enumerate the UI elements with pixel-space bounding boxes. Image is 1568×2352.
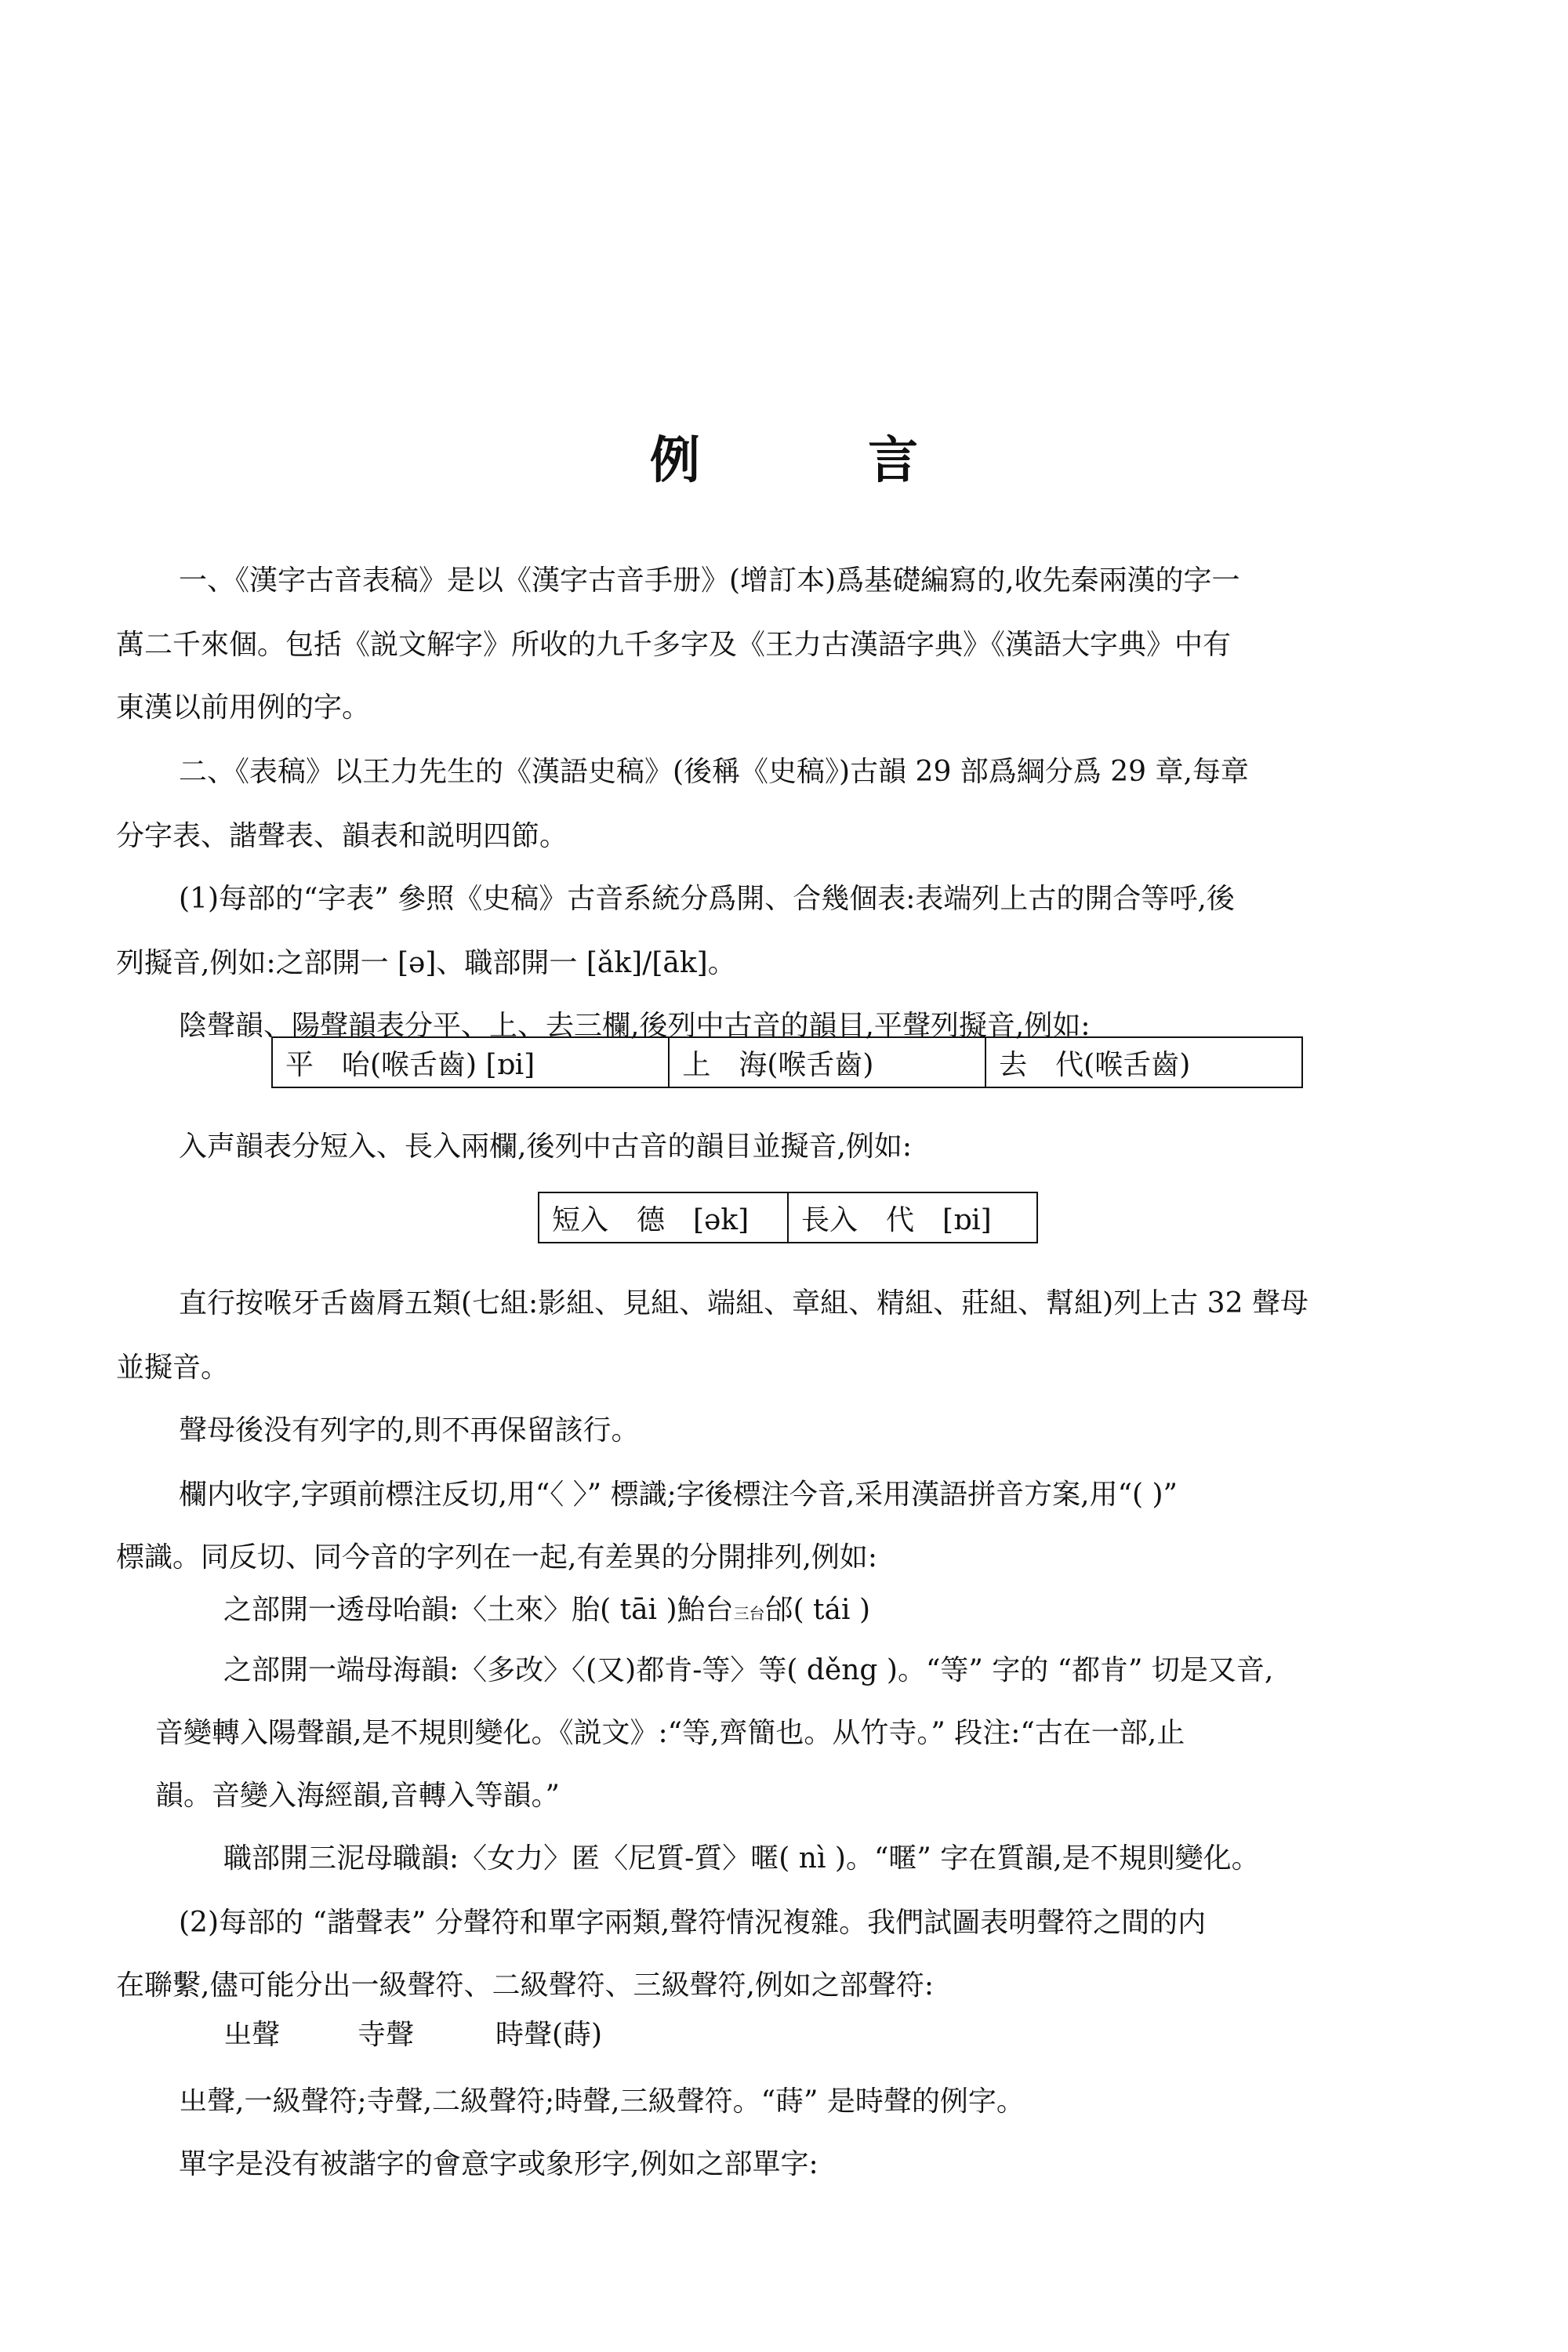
table-cell-qu: 去 代(喉舌齒) [985, 1037, 1302, 1087]
table-cell-ping: 平 咍(喉舌齒) [ɒi] [272, 1037, 669, 1087]
paragraph-line: 直行按喉牙舌齒脣五類(七組:影組、見組、端組、章組、精組、莊組、幫組)列上古 32 聲母 [179, 1287, 1308, 1319]
example-line: 音變轉入陽聲韻,是不規則變化。《説文》:“等,齊簡也。从竹寺。” 段注:“古在一部,止 [155, 1717, 1185, 1749]
paragraph-line: 二、《表稿》以王力先生的《漢語史稿》(後稱《史稿》)古韻 29 部爲綱分爲 29 章,每章 [179, 756, 1249, 788]
paragraph-line: 欄内收字,字頭前標注反切,用“〈 〉” 標識;字後標注今音,采用漢語拼音方案,用“( )” [179, 1479, 1178, 1511]
sound-component-example-2: 寺聲 [358, 2019, 415, 2051]
tone-example-table [271, 1036, 1303, 1088]
paragraph-line: 單字是没有被諧字的會意字或象形字,例如之部單字: [179, 2148, 818, 2180]
example-text: 之部開一透母咍韻:〈土來〉胎( tāi )鮐台 [223, 1594, 734, 1626]
paragraph-line: 列擬音,例如:之部開一 [ə]、職部開一 [ǎk]/[āk]。 [116, 947, 736, 979]
table-cell-short-entering: 短入 德 [ək] [539, 1192, 788, 1243]
entering-tone-example-table [538, 1192, 1038, 1243]
paragraph-line: 並擬音。 [116, 1352, 230, 1384]
paragraph-line: (1)每部的“字表” 參照《史稿》古音系統分爲開、合幾個表:表端列上古的開合等呼,後 [179, 883, 1235, 915]
paragraph-line: (2)每部的 “諧聲表” 分聲符和單字兩類,聲符情況複雜。我們試圖表明聲符之間的内 [179, 1907, 1207, 1939]
example-line: 職部開三泥母職韻:〈女力〉匿〈尼質-質〉暱( nì )。“暱” 字在質韻,是不規則變化。 [223, 1842, 1260, 1875]
example-subscript: 三台 [733, 1604, 765, 1623]
paragraph-line: 萬二千來個。包括《説文解字》所收的九千多字及《王力古漢語字典》《漢語大字典》中有 [116, 629, 1232, 661]
example-line: 之部開一端母海韻:〈多改〉〈(又)都肯-等〉等( děng )。“等” 字的 “都肯” 切是又音, [223, 1654, 1274, 1686]
sound-component-example-1: 㞢聲 [223, 2019, 281, 2051]
table-cell-long-entering: 長入 代 [ɒi] [788, 1192, 1037, 1243]
example-text: 邰( tái ) [764, 1594, 870, 1626]
paragraph-line: 在聯繫,儘可能分出一級聲符、二級聲符、三級聲符,例如之部聲符: [116, 1969, 935, 2002]
paragraph-line: 㞢聲,一級聲符;寺聲,二級聲符;時聲,三級聲符。“蒔” 是時聲的例字。 [179, 2085, 1025, 2118]
paragraph-line: 陰聲韻、陽聲韻表分平、上、去三欄,後列中古音的韻目,平聲列擬音,例如: [179, 1010, 1091, 1042]
paragraph-line: 東漢以前用例的字。 [116, 691, 371, 724]
paragraph-line: 標識。同反切、同今音的字列在一起,有差異的分開排列,例如: [116, 1541, 878, 1573]
paragraph-line: 分字表、諧聲表、韻表和説明四節。 [116, 820, 568, 852]
paragraph-line: 入声韻表分短入、長入兩欄,後列中古音的韻目並擬音,例如: [179, 1131, 913, 1163]
sound-component-example-3: 時聲(蒔) [495, 2019, 603, 2051]
paragraph-line: 一、《漢字古音表稿》是以《漢字古音手册》(增訂本)爲基礎編寫的,收先秦兩漢的字一 [179, 564, 1240, 597]
paragraph-line: 聲母後没有列字的,則不再保留該行。 [179, 1414, 640, 1446]
page-title: 例 言 [649, 431, 994, 490]
example-line [223, 1592, 870, 1632]
example-line: 韻。音變入海經韻,音轉入等韻。” [155, 1780, 560, 1812]
table-cell-shang: 上 海(喉舌齒) [669, 1037, 985, 1087]
